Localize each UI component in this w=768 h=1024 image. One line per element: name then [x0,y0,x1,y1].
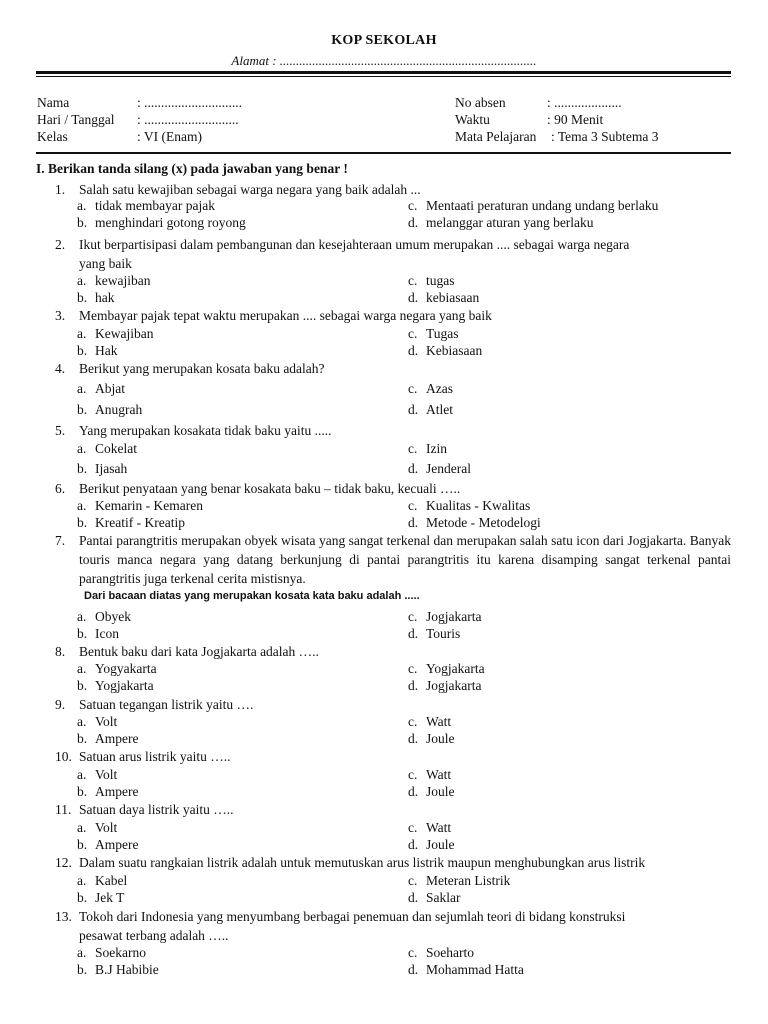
question-number: 8. [55,644,66,659]
option-text: Ijasah [95,461,128,476]
answer-option-a[interactable] [77,873,127,889]
answer-option-a[interactable] [77,498,203,514]
question-text: Tokoh dari Indonesia yang menyumbang berbagai penemuan dan sejumlah teori di bidang konstruksi [79,909,626,924]
option-letter: c. [408,326,418,341]
answer-option-a[interactable] [77,820,117,836]
option-text: tugas [426,273,455,288]
answer-option-d[interactable] [408,461,471,477]
option-text: Icon [95,626,119,641]
question-text: Berikut penyataan yang benar kosakata baku – tidak baku, kecuali ….. [79,481,461,496]
option-letter: a. [77,873,87,888]
option-text: Watt [426,714,452,729]
question-number: 6. [55,481,66,496]
answer-option-d[interactable] [408,890,461,906]
answer-option-c[interactable] [408,198,658,214]
option-letter: d. [408,461,419,476]
answer-option-d[interactable] [408,290,479,306]
answer-option-d[interactable] [408,962,524,978]
mata-pelajaran-label: Mata Pelajaran [455,129,537,144]
option-text: Jek T [95,890,125,905]
option-letter: d. [408,890,419,905]
option-text: Abjat [95,381,125,396]
question-text: Bentuk baku dari kata Jogjakarta adalah ….. [79,644,319,659]
option-text: Saklar [426,890,461,905]
option-text: Touris [426,626,461,641]
option-text: Jogjakarta [426,609,482,624]
option-letter: c. [408,441,418,456]
option-text: Joule [426,731,455,746]
answer-option-a[interactable] [77,273,150,289]
option-letter: c. [408,661,418,676]
answer-option-b[interactable] [77,837,138,853]
option-letter: d. [408,784,419,799]
option-letter: b. [77,678,88,693]
option-letter: c. [408,498,418,513]
nama-field[interactable]: : ............................. [137,95,243,110]
option-letter: c. [408,609,418,624]
question-text: Membayar pajak tepat waktu merupakan .... sebagai warga negara yang baik [79,308,492,323]
answer-option-b[interactable] [77,626,119,642]
answer-option-a[interactable] [77,441,137,457]
option-text: Hak [95,343,118,358]
option-text: Kemarin - Kemaren [95,498,203,513]
option-text: kebiasaan [426,290,480,305]
question-number: 7. [55,533,66,548]
option-letter: a. [77,381,87,396]
option-text: Metode - Metodelogi [426,515,541,530]
option-letter: b. [77,402,88,417]
answer-option-a[interactable] [77,198,215,214]
option-letter: b. [77,890,88,905]
option-text: Watt [426,767,452,782]
option-letter: b. [77,515,88,530]
option-letter: a. [77,273,87,288]
answer-option-c[interactable] [408,273,455,289]
option-text: Kewajiban [95,326,154,341]
answer-option-b[interactable] [77,678,154,694]
question-text-continued: yang baik [79,256,132,271]
option-text: Izin [426,441,447,456]
answer-option-b[interactable] [77,731,138,747]
option-text: Ampere [95,837,139,852]
option-text: B.J Habibie [95,962,159,977]
section-instruction: I. Berikan tanda silang (x) pada jawaban yang benar ! [36,161,348,176]
answer-option-d[interactable] [408,731,455,747]
question-number: 12. [55,855,72,870]
option-letter: b. [77,461,88,476]
answer-option-c[interactable] [408,441,447,457]
option-letter: a. [77,714,87,729]
no-absen-label: No absen [455,95,506,110]
answer-option-a[interactable] [77,661,157,677]
option-letter: b. [77,343,88,358]
option-text: Volt [95,714,118,729]
option-text: Obyek [95,609,131,624]
option-text: Volt [95,820,118,835]
waktu-value: : 90 Menit [547,112,604,127]
option-text: Volt [95,767,118,782]
option-text: melanggar aturan yang berlaku [426,215,594,230]
option-text: Atlet [426,402,453,417]
question-text: Ikut berpartisipasi dalam pembangunan dan kesejahteraan umum merupakan .... sebagai warga negara [79,237,630,252]
option-letter: c. [408,198,418,213]
option-letter: c. [408,820,418,835]
answer-option-d[interactable] [408,515,541,531]
option-letter: a. [77,945,87,960]
option-text: Yogyakarta [95,661,157,676]
answer-option-b[interactable] [77,215,246,231]
option-letter: a. [77,767,87,782]
option-text: Watt [426,820,452,835]
hari-tanggal-field[interactable]: : ............................ [137,112,239,127]
option-letter: b. [77,290,88,305]
option-text: Kebiasaan [426,343,483,358]
option-letter: c. [408,381,418,396]
option-letter: d. [408,731,419,746]
answer-option-c[interactable] [408,498,530,514]
answer-option-b[interactable] [77,402,142,418]
kelas-label: Kelas [37,129,68,144]
question-number: 1. [55,182,66,197]
question-text: Dalam suatu rangkaian listrik adalah untuk memutuskan arus listrik maupun menghubungkan arus listrik [79,855,646,870]
option-letter: a. [77,198,87,213]
question-number: 9. [55,697,66,712]
answer-option-d[interactable] [408,837,455,853]
answer-option-c[interactable] [408,381,453,397]
answer-option-c[interactable] [408,873,510,889]
option-text: Joule [426,784,455,799]
option-letter: c. [408,945,418,960]
option-letter: b. [77,626,88,641]
answer-option-a[interactable] [77,714,117,730]
question-text: Satuan daya listrik yaitu ….. [79,802,234,817]
answer-option-c[interactable] [408,945,474,961]
option-letter: a. [77,498,87,513]
question-number: 3. [55,308,66,323]
answer-option-b[interactable] [77,343,118,359]
question-prompt: Dari bacaan diatas yang merupakan kosata kata baku adalah ..... [84,590,420,602]
option-text: Soekarno [95,945,146,960]
option-letter: d. [408,215,419,230]
answer-option-c[interactable] [408,609,481,625]
option-letter: a. [77,661,87,676]
no-absen-field[interactable]: : .................... [547,95,622,110]
question-text: Berikut yang merupakan kosata baku adalah? [79,361,325,376]
answer-option-d[interactable] [408,784,455,800]
option-text: Mentaati peraturan undang undang berlaku [426,198,659,213]
answer-option-c[interactable] [408,661,485,677]
answer-option-a[interactable] [77,326,153,342]
answer-option-c[interactable] [408,326,459,342]
option-text: Soeharto [426,945,474,960]
question-number: 4. [55,361,66,376]
question-text: Satuan tegangan listrik yaitu …. [79,697,254,712]
option-letter: b. [77,962,88,977]
option-text: tidak membayar pajak [95,198,215,213]
option-letter: c. [408,767,418,782]
answer-option-a[interactable] [77,945,146,961]
option-text: Mohammad Hatta [426,962,524,977]
option-text: Yogjakarta [426,661,485,676]
option-text: Ampere [95,731,139,746]
info-divider [36,152,731,154]
answer-option-b[interactable] [77,784,138,800]
answer-option-c[interactable] [408,767,451,783]
answer-option-d[interactable] [408,402,453,418]
option-letter: d. [408,962,419,977]
option-text: Jogjakarta [426,678,482,693]
hari-tanggal-label: Hari / Tanggal [37,112,115,127]
option-text: Anugrah [95,402,143,417]
option-text: Kreatif - Kreatip [95,515,185,530]
waktu-label: Waktu [455,112,490,127]
question-number: 5. [55,423,66,438]
kelas-value: : VI (Enam) [137,129,202,144]
question-text-continued: pesawat terbang adalah ….. [79,928,229,943]
option-text: Yogjakarta [95,678,154,693]
question-number: 13. [55,909,72,924]
school-letterhead-title: KOP SEKOLAH [331,33,437,48]
option-letter: b. [77,731,88,746]
answer-option-c[interactable] [408,714,451,730]
option-letter: a. [77,609,87,624]
question-text: Salah satu kewajiban sebagai warga negara yang baik adalah ... [79,182,421,197]
answer-option-d[interactable] [408,678,481,694]
option-letter: c. [408,873,418,888]
answer-option-d[interactable] [408,626,460,642]
header-divider-thin [36,76,731,77]
option-letter: a. [77,820,87,835]
option-letter: b. [77,215,88,230]
answer-option-a[interactable] [77,609,131,625]
option-letter: a. [77,326,87,341]
school-address: Alamat : ............................................................................... [231,53,537,68]
answer-option-d[interactable] [408,215,594,231]
answer-option-b[interactable] [77,290,115,306]
option-letter: d. [408,402,419,417]
answer-option-a[interactable] [77,767,117,783]
option-text: kewajiban [95,273,151,288]
option-text: Cokelat [95,441,137,456]
option-text: Jenderal [426,461,471,476]
option-letter: d. [408,626,419,641]
answer-option-b[interactable] [77,461,127,477]
option-text: hak [95,290,115,305]
option-text: Tugas [426,326,459,341]
option-letter: a. [77,441,87,456]
nama-label: Nama [37,95,70,110]
option-text: Meteran Listrik [426,873,511,888]
question-number: 10. [55,749,72,764]
answer-option-c[interactable] [408,820,451,836]
question-text: Satuan arus listrik yaitu ….. [79,749,231,764]
mata-pelajaran-value: : Tema 3 Subtema 3 [551,129,659,144]
option-text: Joule [426,837,455,852]
option-letter: d. [408,837,419,852]
answer-option-d[interactable] [408,343,482,359]
question-number: 11. [55,802,72,817]
option-text: Kabel [95,873,128,888]
option-letter: b. [77,784,88,799]
question-text: Yang merupakan kosakata tidak baku yaitu ..... [79,423,332,438]
option-letter: d. [408,290,419,305]
option-letter: b. [77,837,88,852]
option-letter: d. [408,343,419,358]
option-text: menghindari gotong royong [95,215,246,230]
answer-option-a[interactable] [77,381,125,397]
answer-option-b[interactable] [77,515,185,531]
option-letter: c. [408,273,418,288]
option-letter: c. [408,714,418,729]
option-text: Kualitas - Kwalitas [426,498,531,513]
answer-option-b[interactable] [77,962,159,978]
question-passage: Pantai parangtritis merupakan obyek wisata yang sangat terkenal dan merupakan salah satu icon dari Jogjakarta. Banyak touris manca negara yang datang berkunjung di pantai parangtritis itu karena disamping sangat terkenal pantai parangtritis juga terkenal cerita mistisnya. [79,533,731,586]
question-number: 2. [55,237,66,252]
option-letter: d. [408,678,419,693]
header-divider-thick [36,71,731,74]
option-text: Ampere [95,784,139,799]
answer-option-b[interactable] [77,890,124,906]
option-text: Azas [426,381,453,396]
option-letter: d. [408,515,419,530]
